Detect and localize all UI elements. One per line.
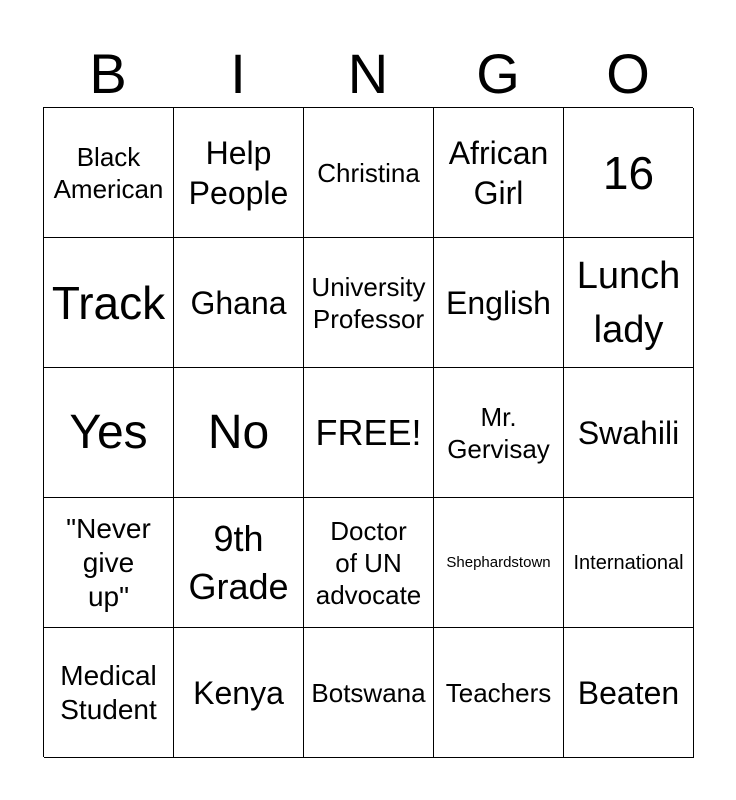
bingo-cell-r3-c1[interactable]	[44, 368, 174, 498]
bingo-cell-r3-c3[interactable]	[304, 368, 434, 498]
bingo-cell-label: 9th Grade	[188, 517, 289, 607]
bingo-cell-r1-c3[interactable]	[304, 108, 434, 238]
bingo-cell-label: Yes	[69, 405, 148, 459]
bingo-cell-label: Doctor of UN advocate	[315, 515, 422, 610]
bingo-cell-r1-c4[interactable]	[434, 108, 564, 238]
bingo-cell-label: FREE!	[315, 411, 422, 453]
bingo-cell-r5-c1[interactable]	[44, 628, 174, 758]
bingo-cell-label: Black American	[53, 141, 164, 204]
header-letter-o: O	[606, 42, 650, 105]
bingo-cell-label: English	[446, 284, 551, 321]
bingo-cell-r2-c3[interactable]	[304, 238, 434, 368]
bingo-cell-r2-c1[interactable]	[44, 238, 174, 368]
bingo-cell-r1-c5[interactable]	[564, 108, 694, 238]
bingo-cell-r3-c5[interactable]	[564, 368, 694, 498]
bingo-cell-label: Swahili	[577, 414, 680, 451]
header-letter-i: I	[230, 42, 246, 105]
bingo-cell-label: Teachers	[445, 677, 552, 708]
bingo-cell-label: Shephardstown	[446, 553, 551, 571]
bingo-cell-r4-c3[interactable]	[304, 498, 434, 628]
bingo-cell-label: Kenya	[193, 674, 284, 711]
bingo-cell-r5-c4[interactable]	[434, 628, 564, 758]
bingo-cell-label: Ghana	[190, 284, 287, 321]
header-letter-g: G	[476, 42, 520, 105]
bingo-cell-label: Medical Student	[60, 659, 157, 725]
bingo-cell-r1-c1[interactable]	[44, 108, 174, 238]
bingo-cell-r4-c1[interactable]	[44, 498, 174, 628]
bingo-header	[43, 40, 693, 108]
bingo-cell-label: Mr. Gervisay	[447, 401, 550, 464]
bingo-cell-r4-c4[interactable]	[434, 498, 564, 628]
bingo-cell-label: Track	[51, 276, 166, 329]
bingo-cell-label: No	[207, 405, 270, 459]
bingo-cell-r5-c3[interactable]	[304, 628, 434, 758]
bingo-cell-r5-c2[interactable]	[174, 628, 304, 758]
bingo-cell-r1-c2[interactable]	[174, 108, 304, 238]
bingo-cell-label: International	[573, 551, 684, 574]
bingo-cell-r2-c5[interactable]	[564, 238, 694, 368]
bingo-cell-r2-c2[interactable]	[174, 238, 304, 368]
bingo-cell-label: African Girl	[448, 134, 549, 211]
bingo-cell-r4-c2[interactable]	[174, 498, 304, 628]
bingo-cell-r3-c2[interactable]	[174, 368, 304, 498]
bingo-cell-label: Beaten	[577, 674, 680, 711]
bingo-card-grid	[43, 107, 693, 757]
bingo-cell-label: Lunch lady	[576, 254, 681, 351]
bingo-cell-label: Help People	[188, 134, 289, 211]
bingo-cell-label: Christina	[317, 157, 420, 188]
bingo-cell-label: Botswana	[311, 677, 426, 708]
bingo-cell-r3-c4[interactable]	[434, 368, 564, 498]
bingo-cell-r2-c4[interactable]	[434, 238, 564, 368]
header-letter-b: B	[89, 42, 127, 105]
header-letter-n: N	[347, 42, 389, 105]
bingo-cell-r4-c5[interactable]	[564, 498, 694, 628]
bingo-cell-label: University Professor	[311, 271, 426, 334]
bingo-cell-label: 16	[602, 146, 655, 199]
bingo-cell-r5-c5[interactable]	[564, 628, 694, 758]
bingo-cell-label: "Never give up"	[66, 512, 151, 612]
